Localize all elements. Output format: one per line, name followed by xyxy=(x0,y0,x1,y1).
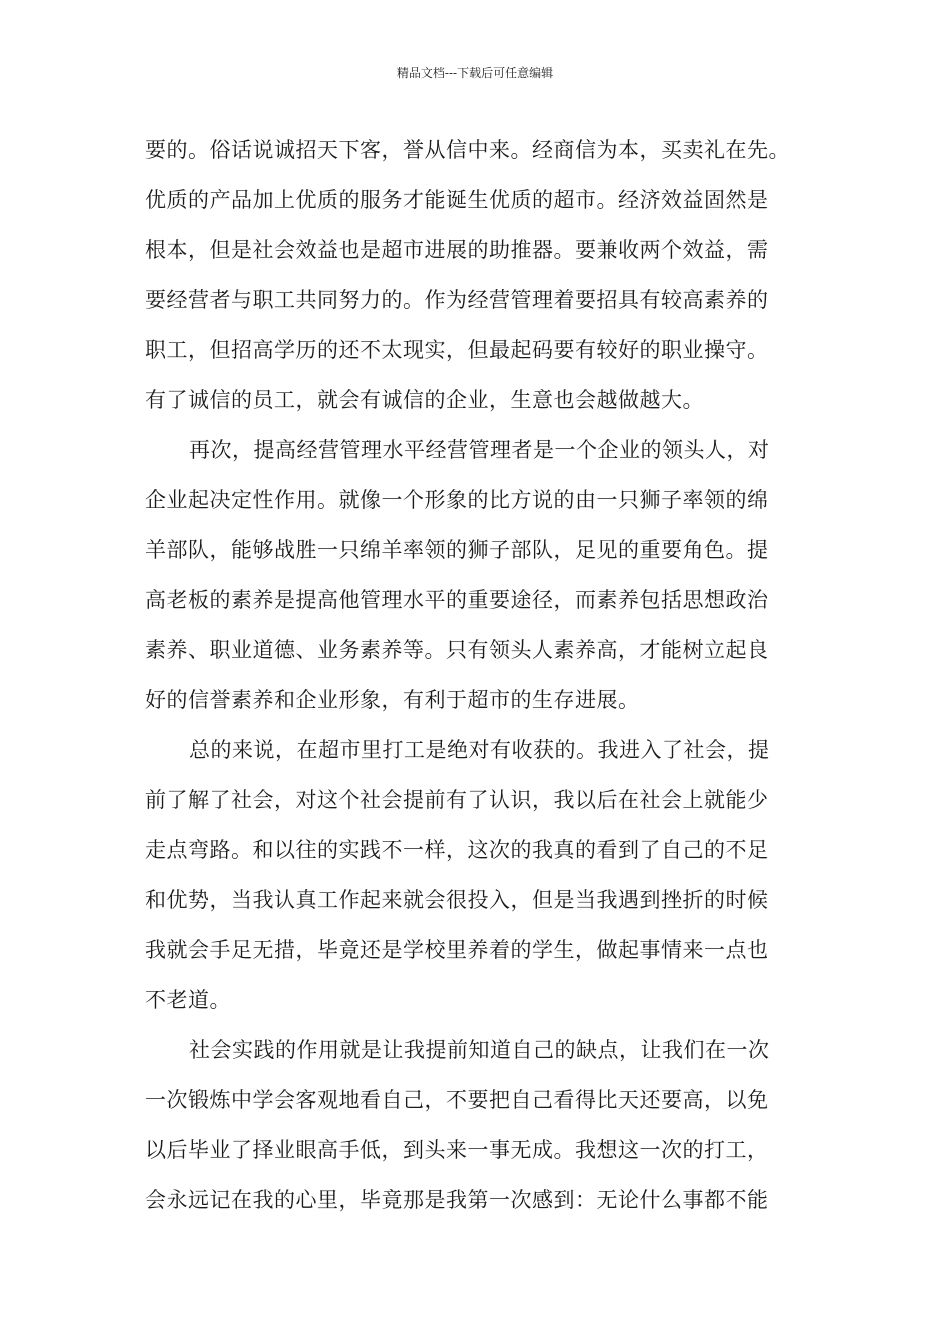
text-line: 我就会手足无措，毕竟还是学校里养着的学生，做起事情来一点也 xyxy=(145,938,769,962)
text-line: 一次锻炼中学会客观地看自己，不要把自己看得比天还要高，以免 xyxy=(145,1088,769,1112)
text-line: 不老道。 xyxy=(145,988,231,1012)
text-line: 职工，但招高学历的还不太现实，但最起码要有较好的职业操守。 xyxy=(145,338,769,362)
text-line: 要经营者与职工共同努力的。作为经营管理着要招具有较高素养的 xyxy=(145,288,769,312)
text-line: 素养、职业道德、业务素养等。只有领头人素养高，才能树立起良 xyxy=(145,638,769,662)
text-line: 企业起决定性作用。就像一个形象的比方说的由一只狮子率领的绵 xyxy=(145,488,769,512)
text-line: 根本，但是社会效益也是超市进展的助推器。要兼收两个效益，需 xyxy=(145,238,769,262)
paragraph-first-line: 总的来说，在超市里打工是绝对有收获的。我进入了社会，提 xyxy=(189,738,770,762)
text-line: 有了诚信的员工，就会有诚信的企业，生意也会越做越大。 xyxy=(145,388,704,412)
text-line: 优质的产品加上优质的服务才能诞生优质的超市。经济效益固然是 xyxy=(145,188,769,212)
text-line: 以后毕业了择业眼高手低，到头来一事无成。我想这一次的打工， xyxy=(145,1138,769,1162)
text-line: 好的信誉素养和企业形象，有利于超市的生存进展。 xyxy=(145,688,640,712)
document-body xyxy=(145,125,815,1225)
text-line: 会永远记在我的心里，毕竟那是我第一次感到：无论什么事都不能 xyxy=(145,1188,769,1212)
text-line: 羊部队，能够战胜一只绵羊率领的狮子部队，足见的重要角色。提 xyxy=(145,538,769,562)
paragraph-first-line: 社会实践的作用就是让我提前知道自己的缺点，让我们在一次 xyxy=(189,1038,770,1062)
paragraph-first-line: 再次，提高经营管理水平经营管理者是一个企业的领头人，对 xyxy=(189,438,770,462)
text-line: 和优势，当我认真工作起来就会很投入，但是当我遇到挫折的时候 xyxy=(145,888,769,912)
text-line: 前了解了社会，对这个社会提前有了认识，我以后在社会上就能少 xyxy=(145,788,769,812)
text-line: 要的。俗话说诚招天下客，誉从信中来。经商信为本，买卖礼在先。 xyxy=(145,138,790,162)
text-line: 高老板的素养是提高他管理水平的重要途径，而素养包括思想政治 xyxy=(145,588,769,612)
text-line: 走点弯路。和以往的实践不一样，这次的我真的看到了自己的不足 xyxy=(145,838,769,862)
page-header: 精品文档---下载后可任意编辑 xyxy=(396,66,554,80)
